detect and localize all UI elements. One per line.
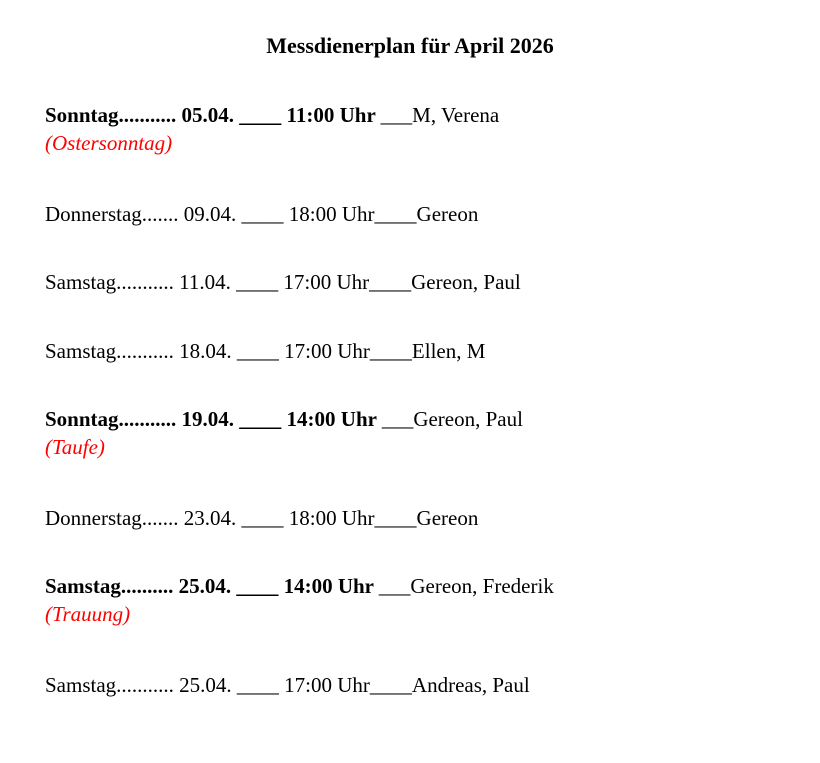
schedule-entry <box>45 100 785 156</box>
schedule-entry <box>45 199 785 229</box>
schedule-entry-line <box>45 100 785 130</box>
schedule-entry <box>45 404 785 460</box>
schedule-entry <box>45 670 785 700</box>
schedule-entry-servers: ___Gereon, Frederik <box>378 574 554 598</box>
schedule-entry-datetime: Sonntag........... 05.04. ____ 11:00 Uhr <box>45 103 381 127</box>
schedule-entry <box>45 267 785 297</box>
schedule-entry-note: (Taufe) <box>45 435 105 459</box>
schedule-entry-line <box>45 404 785 434</box>
schedule-entry <box>45 336 785 366</box>
schedule-entry-line: Donnerstag....... 09.04. ____ 18:00 Uhr____Gereon <box>45 202 479 226</box>
schedule-entry <box>45 503 785 533</box>
document-title: Messdienerplan für April 2026 <box>266 33 554 58</box>
schedule-entry-line: Samstag........... 18.04. ____ 17:00 Uhr____Ellen, M <box>45 339 486 363</box>
schedule-entry-line <box>45 571 785 601</box>
schedule-entry <box>45 571 785 627</box>
schedule-entry-line: Samstag........... 11.04. ____ 17:00 Uhr____Gereon, Paul <box>45 270 521 294</box>
schedule-entry-line: Donnerstag....... 23.04. ____ 18:00 Uhr____Gereon <box>45 506 479 530</box>
schedule-entry-line: Samstag........... 25.04. ____ 17:00 Uhr____Andreas, Paul <box>45 673 530 697</box>
schedule-entry-servers: ___M, Verena <box>380 103 500 127</box>
schedule-entry-datetime: Sonntag........... 19.04. ____ 14:00 Uhr <box>45 407 382 431</box>
schedule-entry-note: (Trauung) <box>45 602 131 626</box>
schedule-entry-note: (Ostersonntag) <box>45 131 173 155</box>
schedule-entry-servers: ___Gereon, Paul <box>381 407 523 431</box>
schedule-entry-datetime: Samstag.......... 25.04. ____ 14:00 Uhr <box>45 574 379 598</box>
